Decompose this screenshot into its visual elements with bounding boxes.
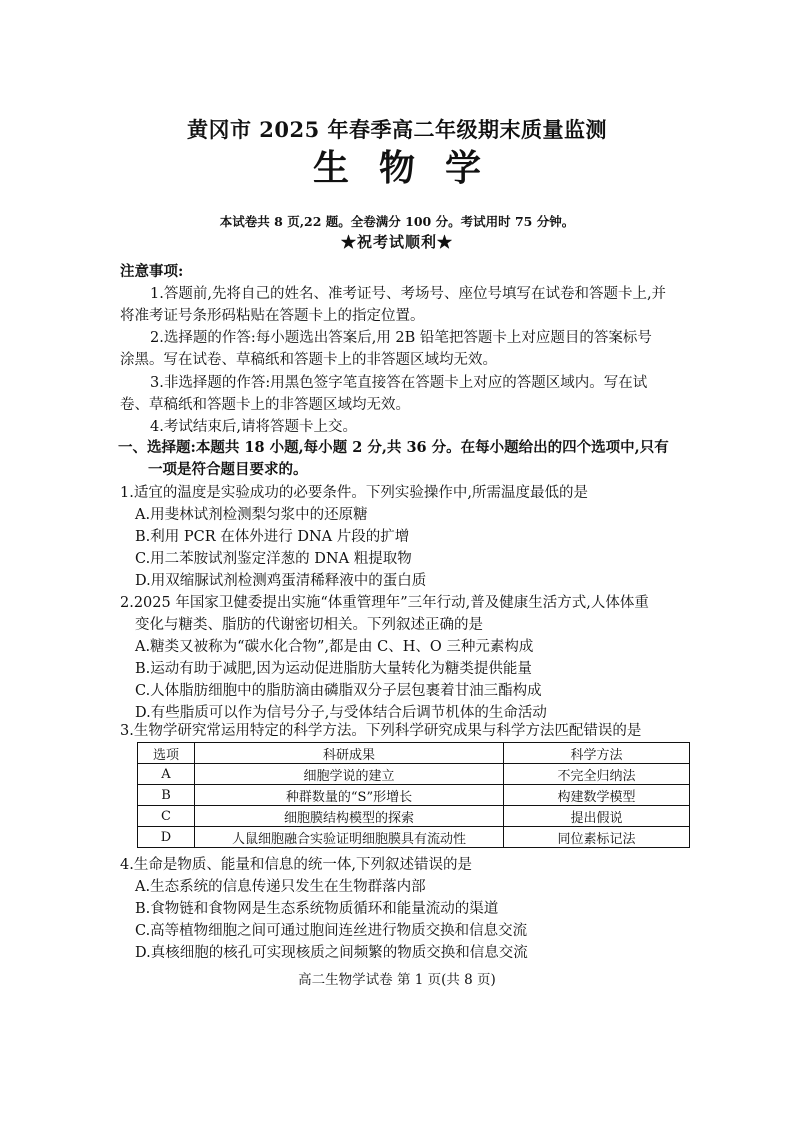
q4-option-d: D.真核细胞的核孔可实现核质之间频繁的物质交换和信息交流 [135,945,528,961]
q3-cell-option: A [138,764,195,785]
exam-info: 本试卷共 8 页,22 题。全卷满分 100 分。考试用时 75 分钟。 [219,214,575,229]
q2-stem-line-2: 变化与糖类、脂肪的代谢密切相关。下列叙述正确的是 [135,617,483,633]
q3-cell-result: 种群数量的“S”形增长 [195,785,504,806]
q2-stem-line-1: 2.2025 年国家卫健委提出实施“体重管理年”三年行动,普及健康生活方式,人体体重 [120,595,649,611]
q3-table [137,742,690,848]
q3-cell-option: B [138,785,195,806]
good-luck-banner: ★祝考试顺利★ [340,233,453,251]
q2-option-b: B.运动有助于减肥,因为运动促进脂肪大量转化为糖类提供能量 [135,661,532,677]
q3-cell-method: 不完全归纳法 [504,764,690,785]
q3-cell-option: C [138,806,195,827]
q1-option-a: A.用斐林试剂检测梨匀浆中的还原糖 [135,507,368,523]
note-item-2-line-1: 2.选择题的作答:每小题选出答案后,用 2B 铅笔把答题卡上对应题目的答案标号 [150,330,652,346]
q2-option-a: A.糖类又被称为“碳水化合物”,都是由 C、H、O 三种元素构成 [135,639,534,655]
q3-header-option: 选项 [138,743,195,764]
q1-option-c: C.用二苯胺试剂鉴定洋葱的 DNA 粗提取物 [135,551,412,567]
q3-stem: 3.生物学研究常运用特定的科学方法。下列科学研究成果与科学方法匹配错误的是 [120,723,642,739]
q3-cell-result: 细胞学说的建立 [195,764,504,785]
page-footer: 高二生物学试卷 第 1 页(共 8 页) [298,972,496,988]
subject-title: 生物学 [312,147,511,189]
q3-cell-result: 细胞膜结构模型的探索 [195,806,504,827]
q1-option-b: B.利用 PCR 在体外进行 DNA 片段的扩增 [135,529,410,545]
q1-option-d: D.用双缩脲试剂检测鸡蛋清稀释液中的蛋白质 [135,573,427,589]
q3-cell-method: 提出假说 [504,806,690,827]
table-row [138,764,690,785]
q4-option-c: C.高等植物细胞之间可通过胞间连丝进行物质交换和信息交流 [135,923,528,939]
note-item-1-line-2: 将准考证号条形码粘贴在答题卡上的指定位置。 [120,308,425,324]
q3-header-method: 科学方法 [504,743,690,764]
section-1-heading-line-1: 一、选择题:本题共 18 小题,每小题 2 分,共 36 分。在每小题给出的四个选项中,只有 [118,439,669,456]
note-item-3-line-1: 3.非选择题的作答:用黑色签字笔直接答在答题卡上对应的答题区域内。写在试 [150,375,648,391]
q4-stem: 4.生命是物质、能量和信息的统一体,下列叙述错误的是 [120,857,472,873]
q3-cell-method: 构建数学模型 [504,785,690,806]
q1-stem: 1.适宜的温度是实验成功的必要条件。下列实验操作中,所需温度最低的是 [120,485,588,501]
q4-option-a: A.生态系统的信息传递只发生在生物群落内部 [135,879,426,895]
q3-header-result: 科研成果 [195,743,504,764]
q2-option-d: D.有些脂质可以作为信号分子,与受体结合后调节机体的生命活动 [135,705,547,721]
table-row [138,806,690,827]
exam-title: 黄冈市 2025 年春季高二年级期末质量监测 [186,117,608,142]
notes-heading: 注意事项: [120,263,184,280]
q3-table-header-row [138,743,690,764]
note-item-2-line-2: 涂黑。写在试卷、草稿纸和答题卡上的非答题区域均无效。 [120,352,497,368]
q3-cell-result: 人鼠细胞融合实验证明细胞膜具有流动性 [195,827,504,848]
q3-cell-method: 同位素标记法 [504,827,690,848]
q4-option-b: B.食物链和食物网是生态系统物质循环和能量流动的渠道 [135,901,499,917]
note-item-1-line-1: 1.答题前,先将自己的姓名、准考证号、考场号、座位号填写在试卷和答题卡上,并 [150,286,667,302]
table-row [138,785,690,806]
note-item-3-line-2: 卷、草稿纸和答题卡上的非答题区域均无效。 [120,397,410,413]
section-1-heading-line-2: 一项是符合题目要求的。 [148,461,308,478]
q3-cell-option: D [138,827,195,848]
note-item-4: 4.考试结束后,请将答题卡上交。 [150,419,357,435]
q2-option-c: C.人体脂肪细胞中的脂肪滴由磷脂双分子层包裹着甘油三酯构成 [135,683,542,699]
table-row [138,827,690,848]
